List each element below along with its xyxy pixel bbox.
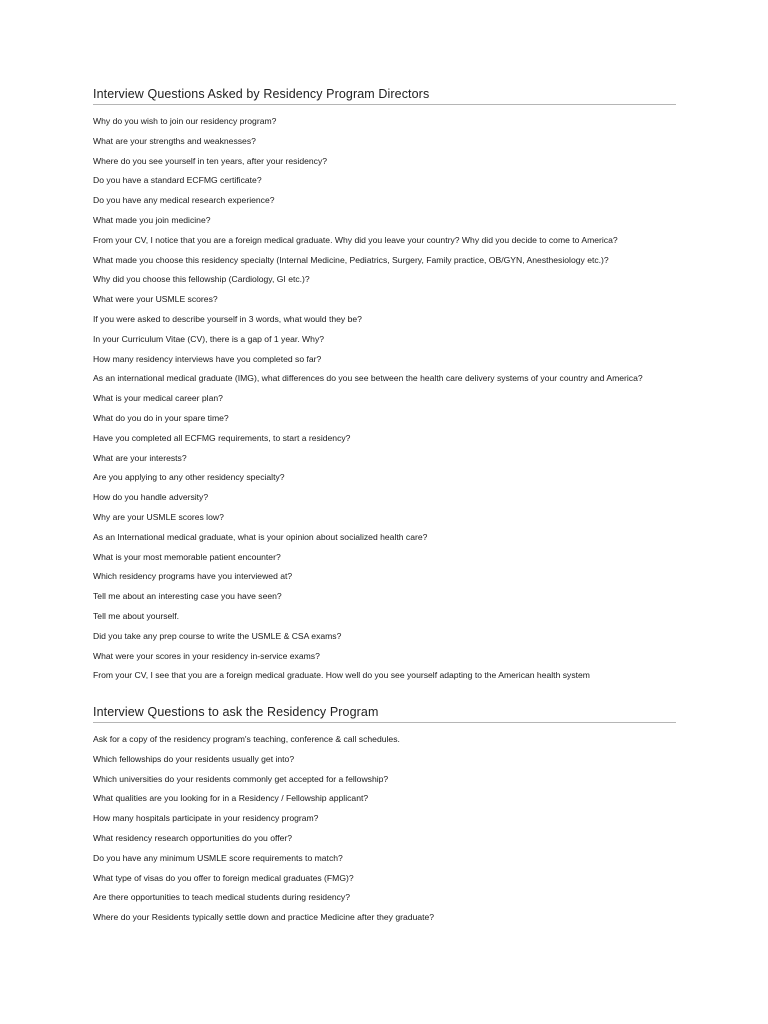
question-item: What type of visas do you offer to foreign medical graduates (FMG)? <box>93 872 354 883</box>
question-item: Are there opportunities to teach medical students during residency? <box>93 892 351 903</box>
question-item: Where do you see yourself in ten years, after your residency? <box>93 155 328 166</box>
question-item: What is your medical career plan? <box>93 393 223 404</box>
question-item: Which universities do your residents commonly get accepted for a fellowship? <box>93 773 389 784</box>
question-item: Where do your Residents typically settle down and practice Medicine after they graduate? <box>93 912 435 923</box>
question-item: What qualities are you looking for in a Residency / Fellowship applicant? <box>93 793 369 804</box>
director-questions-section <box>93 87 676 690</box>
question-item: Do you have any medical research experience? <box>93 195 275 206</box>
question-item: Do you have any minimum USMLE score requirements to match? <box>93 852 343 863</box>
question-item: What do you do in your spare time? <box>93 412 229 423</box>
question-item: What were your USMLE scores? <box>93 294 218 305</box>
section-heading: Interview Questions to ask the Residency Program <box>93 705 676 723</box>
question-item: As an International medical graduate, what is your opinion about socialized health care? <box>93 531 428 542</box>
question-item: Do you have a standard ECFMG certificate? <box>93 175 262 186</box>
program-questions-section <box>93 705 676 932</box>
question-item: Why did you choose this fellowship (Cardiology, GI etc.)? <box>93 274 310 285</box>
question-item: As an international medical graduate (IMG), what differences do you see between the health care delivery systems of your country and America? <box>93 373 643 384</box>
question-item: What made you choose this residency specialty (Internal Medicine, Pediatrics, Surgery, Family practice, OB/GYN, Anesthesiology etc.)? <box>93 254 609 265</box>
section-heading: Interview Questions Asked by Residency Program Directors <box>93 87 676 105</box>
question-item: Which residency programs have you interviewed at? <box>93 571 293 582</box>
question-item: How many hospitals participate in your residency program? <box>93 813 319 824</box>
question-item: What are your interests? <box>93 452 187 463</box>
question-item: How do you handle adversity? <box>93 492 209 503</box>
question-item: Tell me about yourself. <box>93 610 179 621</box>
question-list <box>93 734 676 932</box>
question-item: Have you completed all ECFMG requirements, to start a residency? <box>93 432 351 443</box>
question-item: What were your scores in your residency in-service exams? <box>93 650 320 661</box>
question-list <box>93 116 676 690</box>
question-item: In your Curriculum Vitae (CV), there is a gap of 1 year. Why? <box>93 333 325 344</box>
question-item: From your CV, I see that you are a foreign medical graduate. How well do you see yourself adapting to the American health system <box>93 670 590 681</box>
question-item: Are you applying to any other residency specialty? <box>93 472 285 483</box>
question-item: From your CV, I notice that you are a foreign medical graduate. Why did you leave your country? Why did you decide to come to America? <box>93 234 618 245</box>
question-item: Did you take any prep course to write the USMLE & CSA exams? <box>93 630 342 641</box>
question-item: How many residency interviews have you completed so far? <box>93 353 322 364</box>
question-item: What residency research opportunities do you offer? <box>93 832 293 843</box>
question-item: If you were asked to describe yourself in 3 words, what would they be? <box>93 313 362 324</box>
question-item: Why are your USMLE scores low? <box>93 511 224 522</box>
question-item: Which fellowships do your residents usually get into? <box>93 753 295 764</box>
question-item: Why do you wish to join our residency program? <box>93 116 277 126</box>
question-item: What are your strengths and weaknesses? <box>93 135 256 146</box>
question-item: What is your most memorable patient encounter? <box>93 551 281 562</box>
question-item: Tell me about an interesting case you have seen? <box>93 591 282 602</box>
question-item: What made you join medicine? <box>93 214 211 225</box>
question-item: Ask for a copy of the residency program's teaching, conference & call schedules. <box>93 734 400 744</box>
